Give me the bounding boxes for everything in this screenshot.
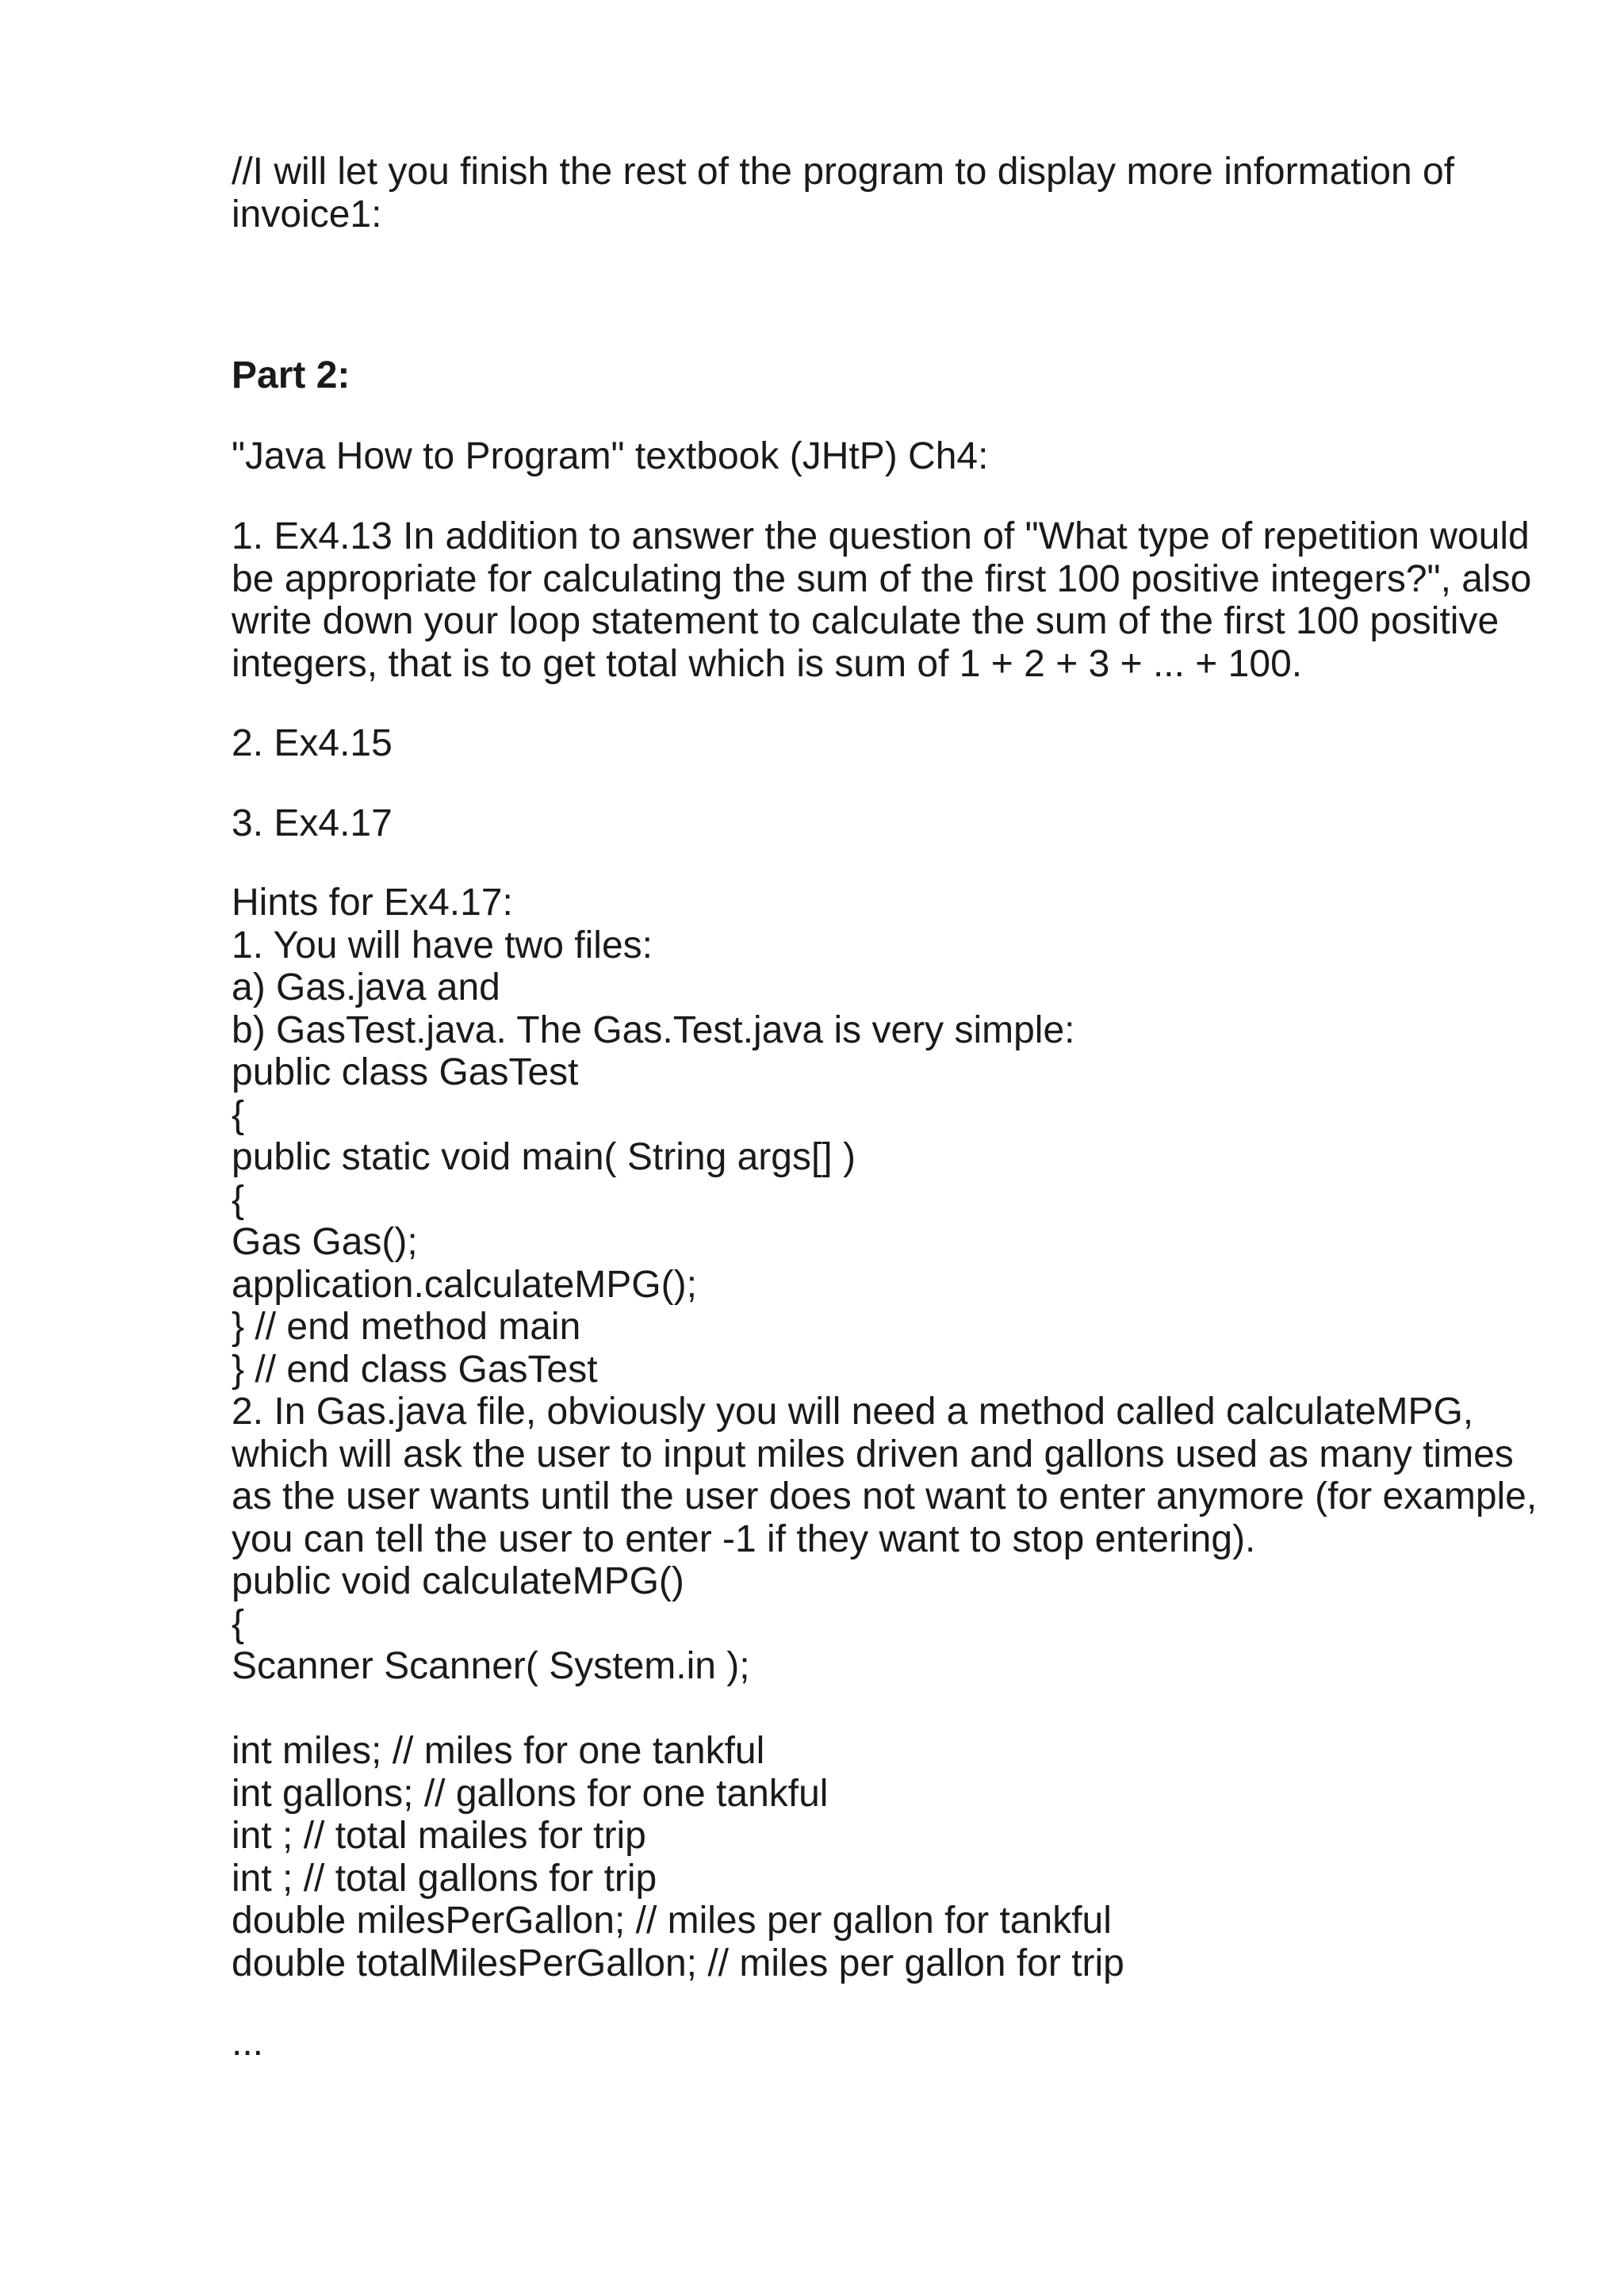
code-block (232, 1730, 1516, 1984)
code-line: double totalMilesPerGallon; // miles per gallon for trip (232, 1942, 1124, 1984)
blank-line (232, 1688, 1516, 1731)
hints-line: } // end class GasTest (232, 1348, 598, 1391)
hints-line: 2. In Gas.java file, obviously you will need a method called calculateMPG, (232, 1391, 1474, 1433)
hints-line: which will ask the user to input miles driven and gallons used as many times (232, 1433, 1514, 1475)
exercise-item-3: 3. Ex4.17 (232, 802, 393, 844)
exercise-item-1-line: integers, that is to get total which is sum of 1 + 2 + 3 + ... + 100. (232, 642, 1303, 685)
hints-line: { (232, 1093, 245, 1136)
code-line: int gallons; // gallons for one tankful (232, 1772, 829, 1815)
code-line: int ; // total gallons for trip (232, 1857, 657, 1900)
hints-line: } // end method main (232, 1306, 581, 1348)
ellipsis: ... (232, 2022, 264, 2064)
hints-line: you can tell the user to enter -1 if they want to stop entering). (232, 1517, 1256, 1560)
hints-line: public static void main( String args[] ) (232, 1136, 856, 1178)
hints-line: public void calculateMPG() (232, 1560, 684, 1602)
document-page (232, 151, 1538, 2064)
hints-line: Gas Gas(); (232, 1221, 418, 1263)
code-line: int miles; // miles for one tankful (232, 1730, 765, 1772)
hints-line: a) Gas.java and (232, 966, 500, 1008)
hints-block (232, 882, 1538, 1688)
exercise-item-2: 2. Ex4.15 (232, 722, 393, 764)
hints-line: b) GasTest.java. The Gas.Test.java is very simple: (232, 1008, 1075, 1051)
intro-line-2: invoice1: (232, 193, 382, 235)
hints-line: { (232, 1602, 245, 1645)
part-heading: Part 2: (232, 354, 350, 396)
hints-line: Scanner Scanner( System.in ); (232, 1645, 750, 1687)
hints-line: 1. You will have two files: (232, 924, 653, 966)
hints-line: application.calculateMPG(); (232, 1263, 697, 1306)
exercise-item-1-line: be appropriate for calculating the sum of the first 100 positive integers?", also (232, 557, 1532, 600)
exercise-item-1-line: 1. Ex4.13 In addition to answer the question of "What type of repetition would (232, 515, 1530, 557)
hints-line: public class GasTest (232, 1051, 579, 1093)
intro-line-1: //I will let you finish the rest of the program to display more information of (232, 151, 1455, 193)
code-line: double milesPerGallon; // miles per gallon for tankful (232, 1900, 1112, 1942)
exercise-item-1 (232, 515, 1532, 685)
code-line: int ; // total mailes for trip (232, 1815, 646, 1857)
exercise-item-1-line: write down your loop statement to calculate the sum of the first 100 positive (232, 600, 1500, 642)
textbook-line: "Java How to Program" textbook (JHtP) Ch4: (232, 434, 989, 477)
hints-line: { (232, 1178, 245, 1221)
hints-line: Hints for Ex4.17: (232, 882, 513, 924)
hints-line: as the user wants until the user does not want to enter anymore (for example, (232, 1475, 1538, 1517)
